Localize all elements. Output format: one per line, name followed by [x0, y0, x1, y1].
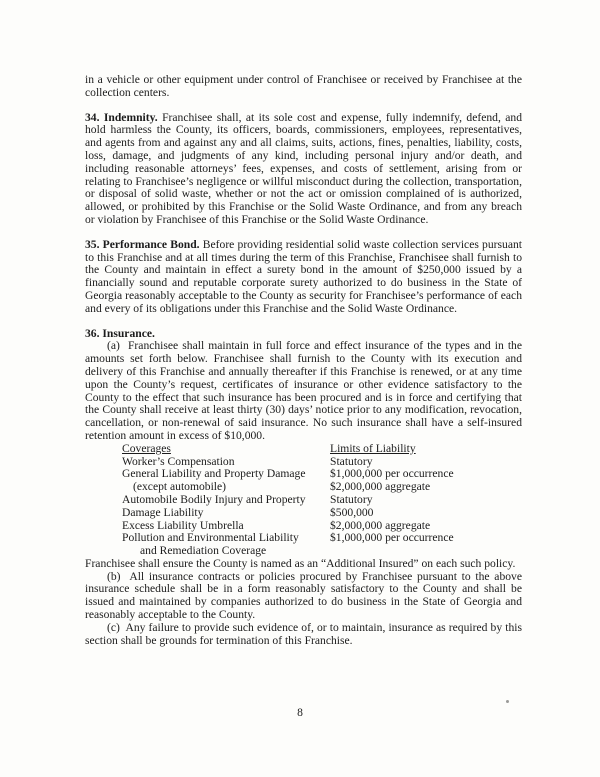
section-35-heading: 35. Performance Bond. [85, 237, 200, 251]
limit-cell: Statutory [330, 492, 373, 506]
section-36-paragraph-c-text: (c) Any failure to provide such evidence of, or to maintain, insurance as required by this section shall be grounds for termination of this Franchise. [85, 620, 522, 647]
coverage-cell: Damage Liability [122, 505, 204, 519]
section-36-paragraph-c [85, 622, 522, 648]
section-36-paragraph-b-text: (b) All insurance contracts or policies procured by Franchisee pursuant to the above insurance schedule shall be in a form reasonably satisfactory to the County and shall be issued and maintained by companies authorized to do business in the State of Georgia and reasonably acceptable to the County. [85, 569, 522, 622]
document-body [85, 74, 522, 647]
table-header-coverages: Coverages [122, 441, 171, 455]
additional-insured-text: Franchisee shall ensure the County is named as an “Additional Insured” on each such policy. [85, 556, 516, 570]
table-row [122, 507, 522, 520]
limit-cell: Statutory [330, 454, 373, 468]
section-34-body: Franchisee shall, at its sole cost and expense, fully indemnify, defend, and hold harmless the County, its officers, boards, commissioners, employees, representatives, and agents from and against any and all claims, suits, actions, fines, penalties, liability, costs, loss, damage, and judgments of any kind, including personal injury and/or death, and including reasonable attorneys’ fees, expenses, and costs of settlement, arising from or relating to Franchisee’s negligence or willful misconduct during the collection, transportation, or disposal of solid waste, whether or not the act or omission complained of is authorized, allowed, or prohibited by this Franchise or the Solid Waste Ordinance, and from any breach or violation by Franchisee of this Franchise or the Solid Waste Ordinance. [85, 110, 522, 226]
coverage-cell: Worker’s Compensation [122, 454, 235, 468]
section-36-paragraph-a [85, 340, 522, 442]
coverage-cell: Automobile Bodily Injury and Property [122, 492, 306, 506]
coverage-cell: Excess Liability Umbrella [122, 518, 244, 532]
section-35-performance-bond [85, 239, 522, 316]
section-34-indemnity [85, 112, 522, 227]
scan-artifact-dot [506, 700, 509, 703]
paragraph-continuation [85, 74, 522, 100]
section-36-paragraph-a-text: (a) Franchisee shall maintain in full force and effect insurance of the types and in the amounts set forth below. Franchisee shall furnish to the County with its execution and delivery of this Franchise and annually thereafter if this Franchise is renewed, or at any time upon the County’s request, certificates of insurance or other evidence satisfactory to the County to the effect that such insurance has been procured and is in force and certifying that the County shall receive at least thirty (30) days’ notice prior to any modification, revocation, cancellation, or non-renewal of said insurance. No such insurance shall have a self-insured retention amount in excess of $10,000. [85, 339, 522, 442]
coverage-cell: (except automobile) [133, 480, 227, 494]
limit-cell: $2,000,000 aggregate [330, 480, 431, 494]
coverage-cell: Pollution and Environmental Liability [122, 531, 299, 545]
page-number: 8 [297, 706, 303, 719]
table-header-limits-of-liability: Limits of Liability [330, 441, 416, 455]
limit-cell: $1,000,000 per occurrence [330, 467, 454, 481]
section-36-paragraph-b [85, 571, 522, 622]
insurance-table-header-row [122, 443, 522, 456]
limit-cell: $2,000,000 aggregate [330, 518, 431, 532]
table-row [122, 481, 522, 494]
coverage-cell: General Liability and Property Damage [122, 467, 306, 481]
section-35-body: Before providing residential solid waste collection services pursuant to this Franchise and at all times during the term of this Franchise, Franchisee shall furnish to the County and maintain in effect a surety bond in the amount of $250,000 issued by a financially sound and reputable corporate surety authorized to do business in the State of Georgia reasonably acceptable to the County as security for Franchisee’s performance of each and every of its obligations under this Franchise and the Solid Waste Ordinance. [85, 237, 522, 315]
section-36-heading: 36. Insurance. [85, 326, 155, 340]
coverage-cell: and Remediation Coverage [140, 544, 267, 558]
limit-cell: $1,000,000 per occurrence [330, 531, 454, 545]
section-34-heading: 34. Indemnity. [85, 110, 158, 124]
insurance-table [122, 443, 522, 558]
table-row [122, 494, 522, 507]
paragraph-continuation-text: in a vehicle or other equipment under control of Franchisee or received by Franchisee at the collection centers. [85, 73, 522, 99]
limit-cell: $500,000 [330, 505, 374, 519]
